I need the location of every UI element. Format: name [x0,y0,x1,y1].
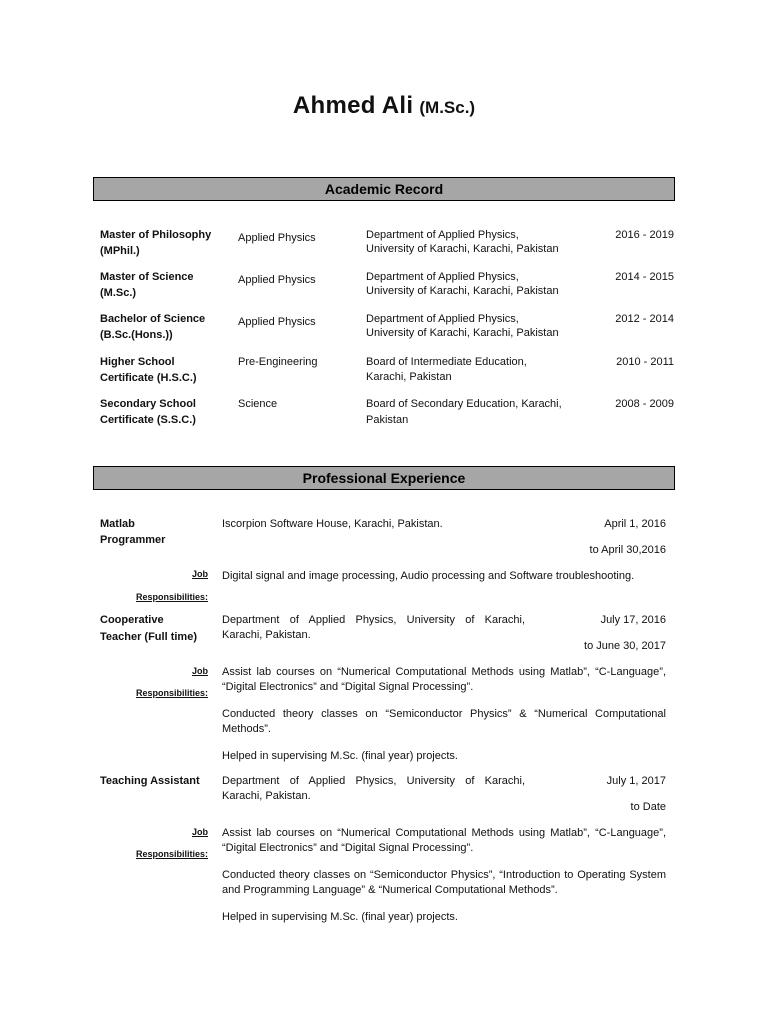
academic-record-header: Academic Record [93,177,675,201]
job-organization: Iscorpion Software House, Karachi, Pakistan. [222,518,443,530]
responsibilities-label: Responsibilities: [135,592,208,602]
degree-field: Pre-Engineering [238,356,318,368]
degree-name: Master of Science [100,271,194,283]
job-organization: Department of Applied Physics, University of Karachi, Karachi, Pakistan. [222,614,525,641]
job-duty: Conducted theory classes on “Semiconductor Physics”, “Introduction to Operating System and Programming Language” & “Numerical Computational Methods”. [222,869,666,896]
degree-field: Applied Physics [238,316,316,328]
degree-name: Higher School [100,356,175,368]
job-date-to: to Date [630,801,666,813]
name-heading [0,92,768,120]
institution-line: University of Karachi, Karachi, Pakistan [366,285,559,297]
institution-line: Department of Applied Physics, [366,229,519,241]
degree-name: Master of Philosophy [100,229,212,241]
degree-field: Science [238,398,278,410]
job-role: Programmer [100,534,166,546]
degree-field: Applied Physics [238,274,316,286]
degree-abbrev: (B.Sc.(Hons.)) [100,329,173,341]
degree-abbrev: (MPhil.) [100,245,140,257]
degree-abbrev: Certificate (S.S.C.) [100,414,196,426]
job-organization: Department of Applied Physics, University of Karachi, Karachi, Pakistan. [222,775,525,802]
job-date-to: to June 30, 2017 [584,640,666,652]
job-date-from: July 17, 2016 [600,614,666,626]
job-role: Teaching Assistant [100,775,200,787]
job-duty: Helped in supervising M.Sc. (final year) projects. [222,750,458,762]
responsibilities-label: Responsibilities: [135,688,208,698]
responsibilities-label: Responsibilities: [135,849,208,859]
job-label: Job [191,827,208,837]
job-date-from: April 1, 2016 [604,518,666,530]
degree-years: 2012 - 2014 [615,313,674,325]
job-duty: Assist lab courses on “Numerical Computational Methods using Matlab”, “C-Language”, “Digital Electronics” and “Digital Signal Processing”. [222,666,666,693]
professional-experience-header: Professional Experience [93,466,675,490]
institution-line: University of Karachi, Karachi, Pakistan [366,243,559,255]
institution-line: University of Karachi, Karachi, Pakistan [366,327,559,339]
person-name: Ahmed Ali [292,92,414,119]
institution-line: Pakistan [366,414,409,426]
job-role: Cooperative [100,614,164,626]
job-role: Matlab [100,518,135,530]
institution-line: Board of Secondary Education, Karachi, [366,398,562,410]
job-duty: Assist lab courses on “Numerical Computational Methods using Matlab”, “C-Language”, “Digital Electronics” and “Digital Signal Processing”. [222,827,666,854]
degree-name: Bachelor of Science [100,313,206,325]
degree-name: Secondary School [100,398,196,410]
degree-field: Applied Physics [238,232,316,244]
degree-abbrev: Certificate (H.S.C.) [100,372,197,384]
degree-abbrev: (M.Sc.) [100,287,137,299]
degree-years: 2008 - 2009 [615,398,674,410]
job-date-to: to April 30,2016 [589,544,666,556]
job-duty: Digital signal and image processing, Audio processing and Software troubleshooting. [222,570,635,582]
job-duty: Helped in supervising M.Sc. (final year) projects. [222,911,458,923]
job-date-from: July 1, 2017 [606,775,666,787]
job-label: Job [191,569,208,579]
institution-line: Karachi, Pakistan [366,371,452,383]
institution-line: Department of Applied Physics, [366,313,519,325]
degree-years: 2014 - 2015 [615,271,674,283]
institution-line: Board of Intermediate Education, [366,356,527,368]
degree-years: 2016 - 2019 [615,229,674,241]
job-duty: Conducted theory classes on “Semiconductor Physics” & “Numerical Computational Methods”. [222,708,666,735]
institution-line: Department of Applied Physics, [366,271,519,283]
person-degree: (M.Sc.) [419,98,476,117]
job-label: Job [191,666,208,676]
degree-years: 2010 - 2011 [616,356,674,368]
job-role: Teacher (Full time) [100,631,197,643]
